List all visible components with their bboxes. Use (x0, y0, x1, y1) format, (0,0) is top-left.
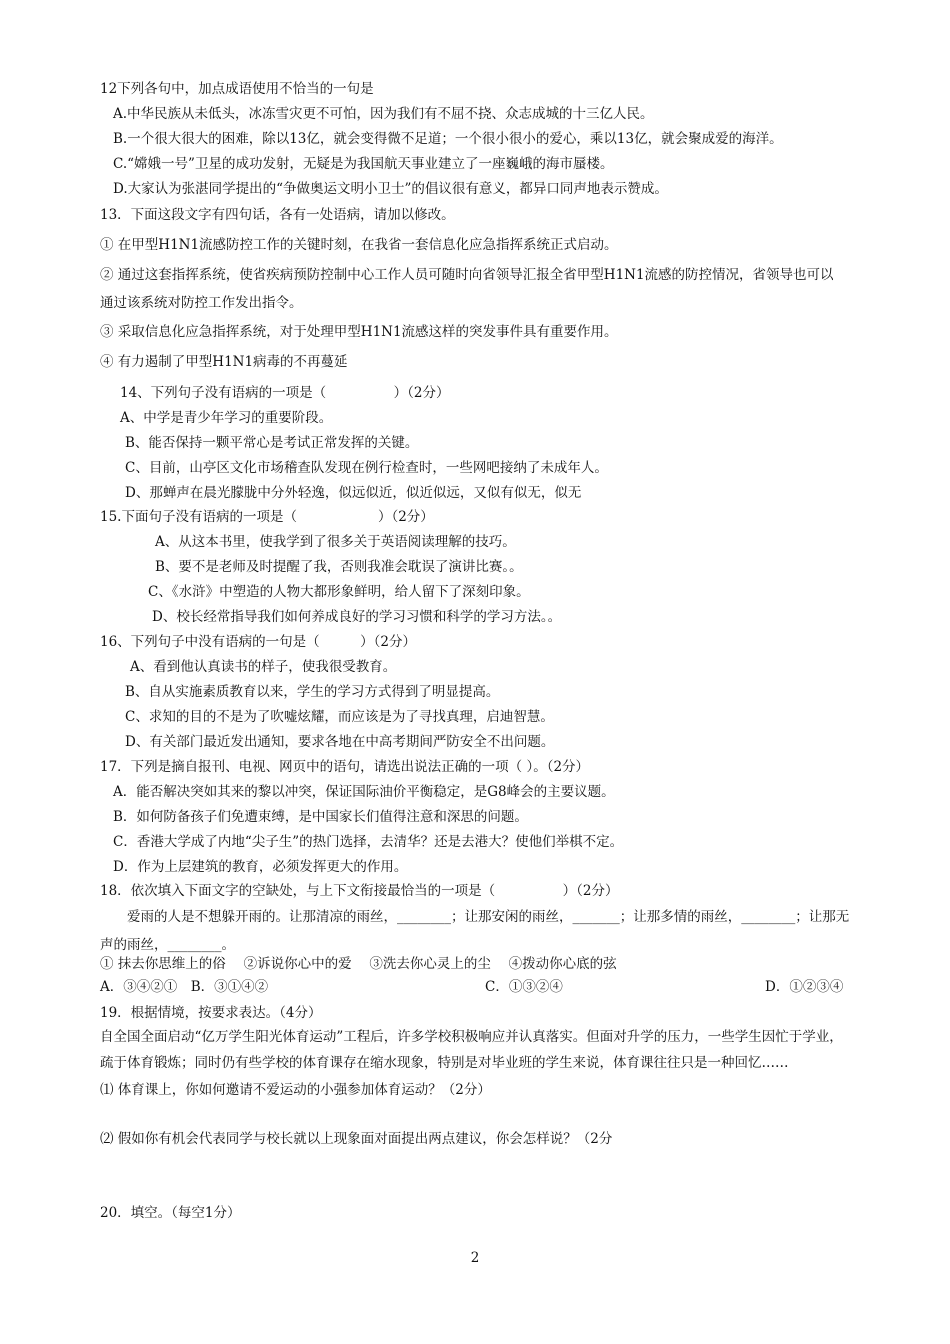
q12-option-c: C.“嫦娥一号”卫星的成功发射，无疑是为我国航天事业建立了一座巍峨的海市蜃楼。 (113, 156, 614, 172)
q19-sub-1: ⑴ 体育课上，你如何邀请不爱运动的小强参加体育运动？（2分） (100, 1082, 491, 1098)
q18-choices: ① 抹去你思维上的俗 ②诉说你心中的爱 ③洗去你心灵上的尘 ④拨动你心底的弦 (100, 956, 617, 972)
q13-sentence-3: ③ 采取信息化应急指挥系统，对于处理甲型H1N1流感这样的突发事件具有重要作用。 (100, 324, 618, 340)
q14-option-d: D、那蝉声在晨光朦胧中分外轻逸，似远似近，似近似远，又似有似无，似无 (125, 485, 582, 501)
q18-option-c: C．①③②④ (485, 979, 563, 995)
q13-stem: 13．下面这段文字有四句话，各有一处语病，请加以修改。 (100, 207, 455, 223)
q19-sub-2: ⑵ 假如你有机会代表同学与校长就以上现象面对面提出两点建议，你会怎样说？（2分 (100, 1131, 613, 1147)
q15-stem: 15.下面句子没有语病的一项是（ ）（2分） (100, 509, 434, 525)
q16-option-b: B、自从实施素质教育以来，学生的学习方式得到了明显提高。 (125, 684, 500, 700)
q15-option-b: B、要不是老师及时提醒了我，否则我准会耽误了演讲比赛。。 (155, 559, 523, 575)
page-number: 2 (470, 1250, 480, 1266)
q18-option-ab: A．③④②① B．③①④② (100, 979, 269, 995)
q15-option-c: C、《水浒》中塑造的人物大都形象鲜明，给人留下了深刻印象。 (148, 584, 530, 600)
q13-sentence-2: ② 通过这套指挥系统，使省疾病预防控制中心工作人员可随时向省领导汇报全省甲型H1N1流感的防控情况，省领导也可以通过该系统对防控工作发出指令。 (100, 267, 834, 311)
q17-option-a: A．能否解决突如其来的黎以冲突，保证国际油价平衡稳定，是G8峰会的主要议题。 (113, 784, 615, 800)
q15-option-a: A、从这本书里，使我学到了很多关于英语阅读理解的技巧。 (155, 534, 516, 550)
q16-option-d: D、有关部门最近发出通知，要求各地在中高考期间严防安全不出问题。 (125, 734, 555, 750)
q19-passage: 自全国全面启动“亿万学生阳光体育运动”工程后，许多学校积极响应并认真落实。但面对升学的压力，一些学生因忙于学业，疏于体育锻炼；同时仍有些学校的体育课存在缩水现象，特别是对毕业班的学生来说，体育课往往只是一种回忆…… (100, 1029, 843, 1071)
q17-option-b: B．如何防备孩子们免遭束缚，是中国家长们值得注意和深思的问题。 (113, 809, 528, 825)
q18-stem: 18．依次填入下面文字的空缺处，与上下文衔接最恰当的一项是（ ）（2分） (100, 883, 619, 899)
q16-stem: 16、下列句子中没有语病的一句是（ ）（2分） (100, 634, 417, 650)
q17-option-c: C．香港大学成了内地“尖子生”的热门选择，去清华？还是去港大？使他们举棋不定。 (113, 834, 624, 850)
q14-option-c: C、目前，山亭区文化市场稽查队发现在例行检查时，一些网吧接纳了未成年人。 (125, 460, 608, 476)
q16-option-a: A、看到他认真读书的样子，使我很受教育。 (130, 659, 397, 675)
q17-stem: 17．下列是摘自报刊、电视、网页中的语句，请选出说法正确的一项（ ）。（2分） (100, 759, 590, 775)
q12-option-d: D.大家认为张湛同学提出的“争做奥运文明小卫士”的倡议很有意义，都异口同声地表示赞成。 (113, 181, 668, 197)
q16-option-c: C、求知的目的不是为了吹嘘炫耀，而应该是为了寻找真理，启迪智慧。 (125, 709, 554, 725)
q17-option-d: D．作为上层建筑的教育，必须发挥更大的作用。 (113, 859, 408, 875)
q14-option-a: A、中学是青少年学习的重要阶段。 (120, 410, 333, 426)
q14-option-b: B、能否保持一颗平常心是考试正常发挥的关键。 (125, 435, 419, 451)
q13-sentence-1: ① 在甲型H1N1流感防控工作的关键时刻，在我省一套信息化应急指挥系统正式启动。 (100, 237, 618, 253)
q12-stem: 12下列各句中，加点成语使用不恰当的一句是 (100, 81, 374, 97)
q20-stem: 20．填空。（每空1分） (100, 1205, 241, 1221)
q12-option-b: B.一个很大很大的困难，除以13亿，就会变得微不足道；一个很小很小的爱心，乘以13亿，就会聚成爱的海洋。 (113, 131, 783, 147)
q18-option-d: D．①②③④ (765, 979, 844, 995)
q18-passage: 爱雨的人是不想躲开雨的。让那清凉的雨丝，________；让那安闲的雨丝，_______；让那多情的雨丝，________；让那无声的雨丝，________。 (100, 909, 850, 953)
q15-option-d: D、校长经常指导我们如何养成良好的学习习惯和科学的学习方法。。 (152, 609, 562, 625)
q13-sentence-4: ④ 有力遏制了甲型H1N1病毒的不再蔓延 (100, 354, 348, 370)
q19-stem: 19．根据情境，按要求表达。（4分） (100, 1005, 322, 1021)
q12-option-a: A.中华民族从未低头，冰冻雪灾更不可怕，因为我们有不屈不挠、众志成城的十三亿人民。 (113, 106, 654, 122)
q18-options (100, 978, 860, 996)
q14-stem: 14、下列句子没有语病的一项是（ ）（2分） (120, 385, 450, 401)
